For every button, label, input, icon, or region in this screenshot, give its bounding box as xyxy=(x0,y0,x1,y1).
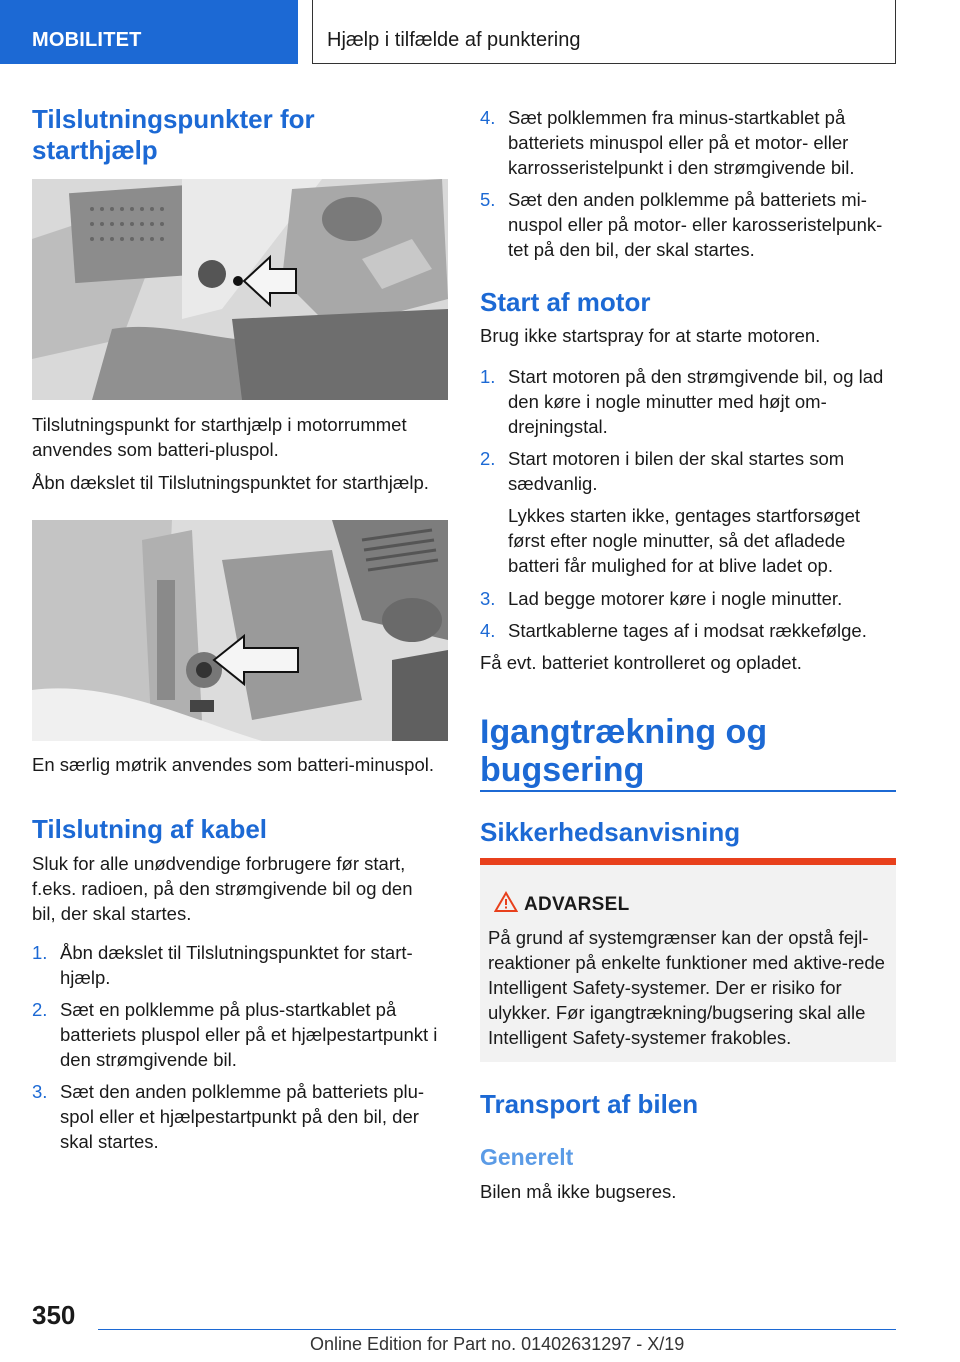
heading-jump-points: Tilslutningspunkter for starthjælp xyxy=(32,104,315,165)
start-intro: Brug ikke startspray for at starte motoren. xyxy=(480,325,821,346)
list-item: 3. Lad begge motorer køre i nogle minutter. xyxy=(480,588,843,609)
heading-cable-connection: Tilslutning af kabel xyxy=(32,814,268,844)
warning-triangle-icon xyxy=(494,891,518,918)
list-item: 4. Sæt polklemmen fra minus-startkablet på batteriets minuspol eller på et motor- eller karrosseristelpunkt i den strømgivende bil. xyxy=(480,107,855,178)
footer-edition: Online Edition for Part no. 01402631297 - X/19 xyxy=(310,1334,685,1354)
cable-intro: Sluk for alle unødvendige forbrugere før start, f.eks. radioen, på den strømgivende bil og den bil, der skal startes. xyxy=(32,853,413,924)
battery-note: Få evt. batteriet kontrolleret og opladet. xyxy=(480,652,802,673)
chapter-heading: Igangtrækning og bugsering xyxy=(480,713,768,789)
warning-text: På grund af systemgrænser kan der opstå fejl-reaktioner på enkelte funktioner med aktive-rede Intelligent Safety-systemer. Der er risiko for ulykker. Før igangtrækning/bugsering skal alle Intelligent Safety-systemer frakobles. xyxy=(488,927,885,1048)
heading-start-engine: Start af motor xyxy=(480,287,651,317)
page-number: 350 xyxy=(32,1300,76,1330)
heading-safety: Sikkerhedsanvisning xyxy=(480,817,741,847)
page-header-title: Hjælp i tilfælde af punktering xyxy=(312,0,896,64)
engine-bay-figure-plus xyxy=(32,179,448,400)
list-item: 1. Start motoren på den strømgivende bil, og lad den køre i nogle minutter med højt om-drejningstal. xyxy=(480,366,884,437)
chapter-tab: MOBILITET xyxy=(0,0,298,64)
warning-title: ADVARSEL xyxy=(524,894,630,915)
list-item-note: Lykkes starten ikke, gentages startforsøget først efter nogle minutter, så det afladede batteri får mulighed for at blive ladet op. xyxy=(508,505,861,576)
fig1-caption: Tilslutningspunkt for starthjælp i motorrummet anvendes som batteri-pluspol. xyxy=(32,414,407,460)
general-text: Bilen må ikke bugseres. xyxy=(480,1181,677,1202)
fig1-note: Åbn dækslet til Tilslutningspunktet for starthjælp. xyxy=(32,472,429,493)
list-item: 1. Åbn dækslet til Tilslutningspunktet for start-hjælp. xyxy=(32,942,413,988)
list-item: 5. Sæt den anden polklemme på batteriets mi-nuspol eller på motor- eller karosseristelpunk-tet på den bil, der skal startes. xyxy=(480,189,883,260)
list-item: 3. Sæt den anden polklemme på batteriets plu-spol eller et hjælpestartpunkt på den bil, der skal startes. xyxy=(32,1081,425,1152)
fig2-caption: En særlig møtrik anvendes som batteri-minuspol. xyxy=(32,754,435,775)
chapter-rule xyxy=(480,790,896,792)
warning-box xyxy=(480,858,896,1062)
engine-bay-figure-minus xyxy=(32,520,448,741)
subheading-general: Generelt xyxy=(480,1144,574,1170)
list-item: 4. Startkablerne tages af i modsat rækkefølge. xyxy=(480,620,867,641)
footer-rule xyxy=(98,1329,896,1330)
list-item: 2. Sæt en polklemme på plus-startkablet på batteriets pluspol eller på et hjælpestartpunkt i den strømgivende bil. xyxy=(32,999,438,1070)
list-item: 2. Start motoren i bilen der skal startes som sædvanlig. xyxy=(480,448,845,494)
heading-transport: Transport af bilen xyxy=(480,1089,699,1119)
